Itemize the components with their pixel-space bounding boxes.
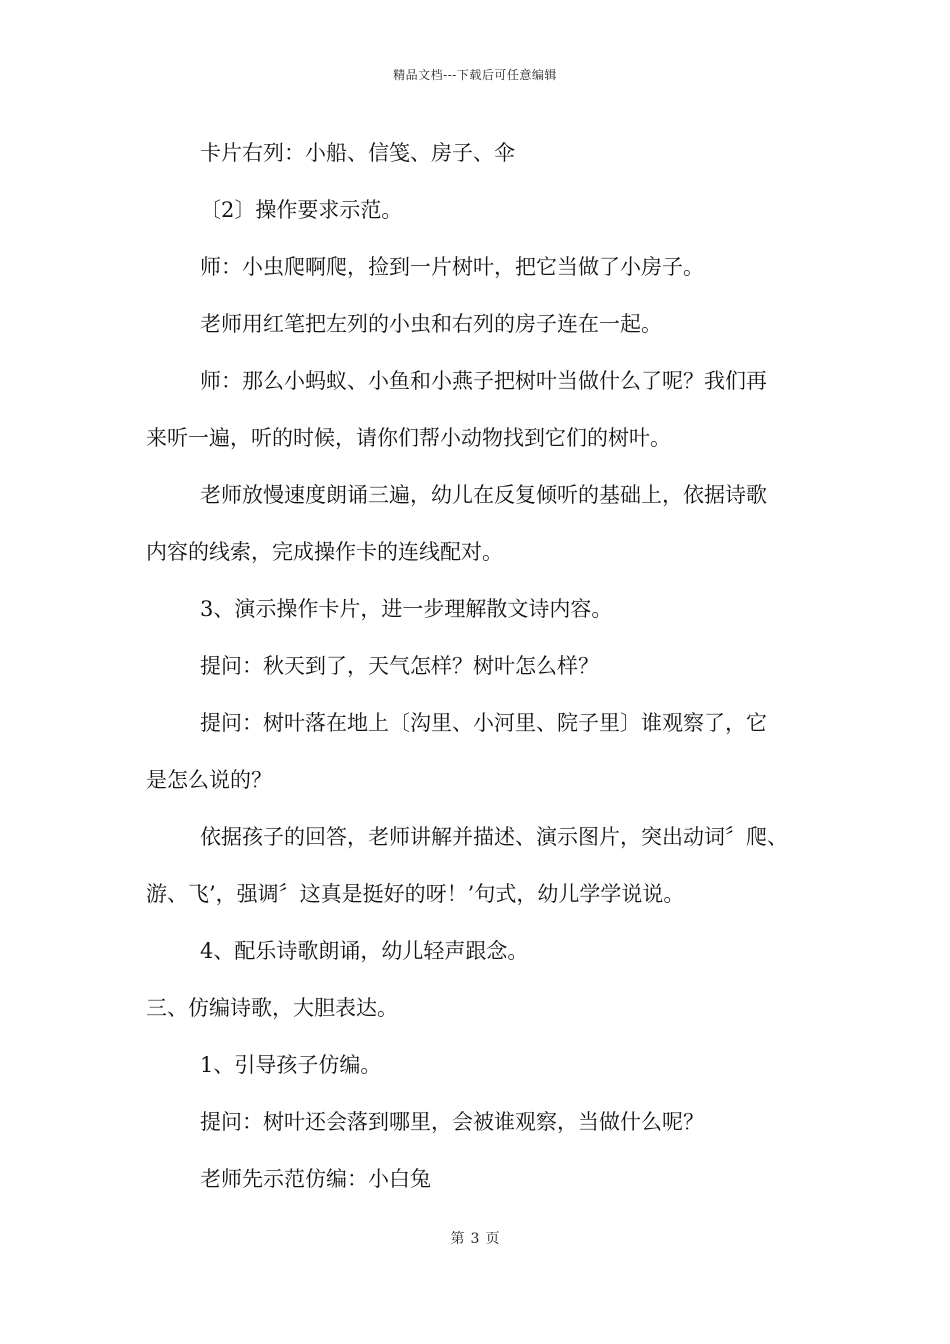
body-line: 游、飞’，强调〞这真是挺好的呀！’句式，幼儿学学说说。 — [146, 882, 685, 906]
body-line: 3、演示操作卡片，进一步理解散文诗内容。 — [200, 597, 613, 621]
page-number: 3 — [470, 1231, 480, 1247]
body-line: 师：那么小蚂蚁、小鱼和小燕子把树叶当做什么了呢？我们再 — [200, 369, 767, 393]
body-line: 老师放慢速度朗诵三遍，幼儿在反复倾听的基础上，依据诗歌 — [200, 483, 767, 507]
page-number-suffix: 页 — [485, 1231, 500, 1247]
body-line: 来听一遍，听的时候，请你们帮小动物找到它们的树叶。 — [146, 426, 671, 450]
page-number-prefix: 第 — [450, 1231, 465, 1247]
body-line: 依据孩子的回答，老师讲解并描述、演示图片，突出动词〞爬、 — [200, 825, 788, 849]
body-line: 是怎么说的？ — [146, 768, 272, 792]
body-line: 1、引导孩子仿编。 — [200, 1053, 382, 1077]
body-line: 〔2〕操作要求示范。 — [200, 198, 403, 222]
body-line: 老师用红笔把左列的小虫和右列的房子连在一起。 — [200, 312, 662, 336]
body-line: 提问：秋天到了，天气怎样？树叶怎么样？ — [200, 654, 599, 678]
body-line: 提问：树叶还会落到哪里，会被谁观察，当做什么呢？ — [200, 1110, 704, 1134]
body-line: 内容的线索，完成操作卡的连线配对。 — [146, 540, 503, 564]
body-line: 老师先示范仿编：小白兔 — [200, 1167, 431, 1191]
body-line: 师：小虫爬啊爬，捡到一片树叶，把它当做了小房子。 — [200, 255, 704, 279]
page-footer — [0, 1228, 950, 1248]
body-line: 卡片右列：小船、信笺、房子、伞 — [200, 141, 515, 165]
section-heading: 三、仿编诗歌，大胆表达。 — [146, 996, 398, 1020]
page-header: 精品文档---下载后可任意编辑 — [393, 68, 557, 82]
body-line: 提问：树叶落在地上〔沟里、小河里、院子里〕谁观察了，它 — [200, 711, 767, 735]
body-line: 4、配乐诗歌朗诵，幼儿轻声跟念。 — [200, 939, 529, 963]
